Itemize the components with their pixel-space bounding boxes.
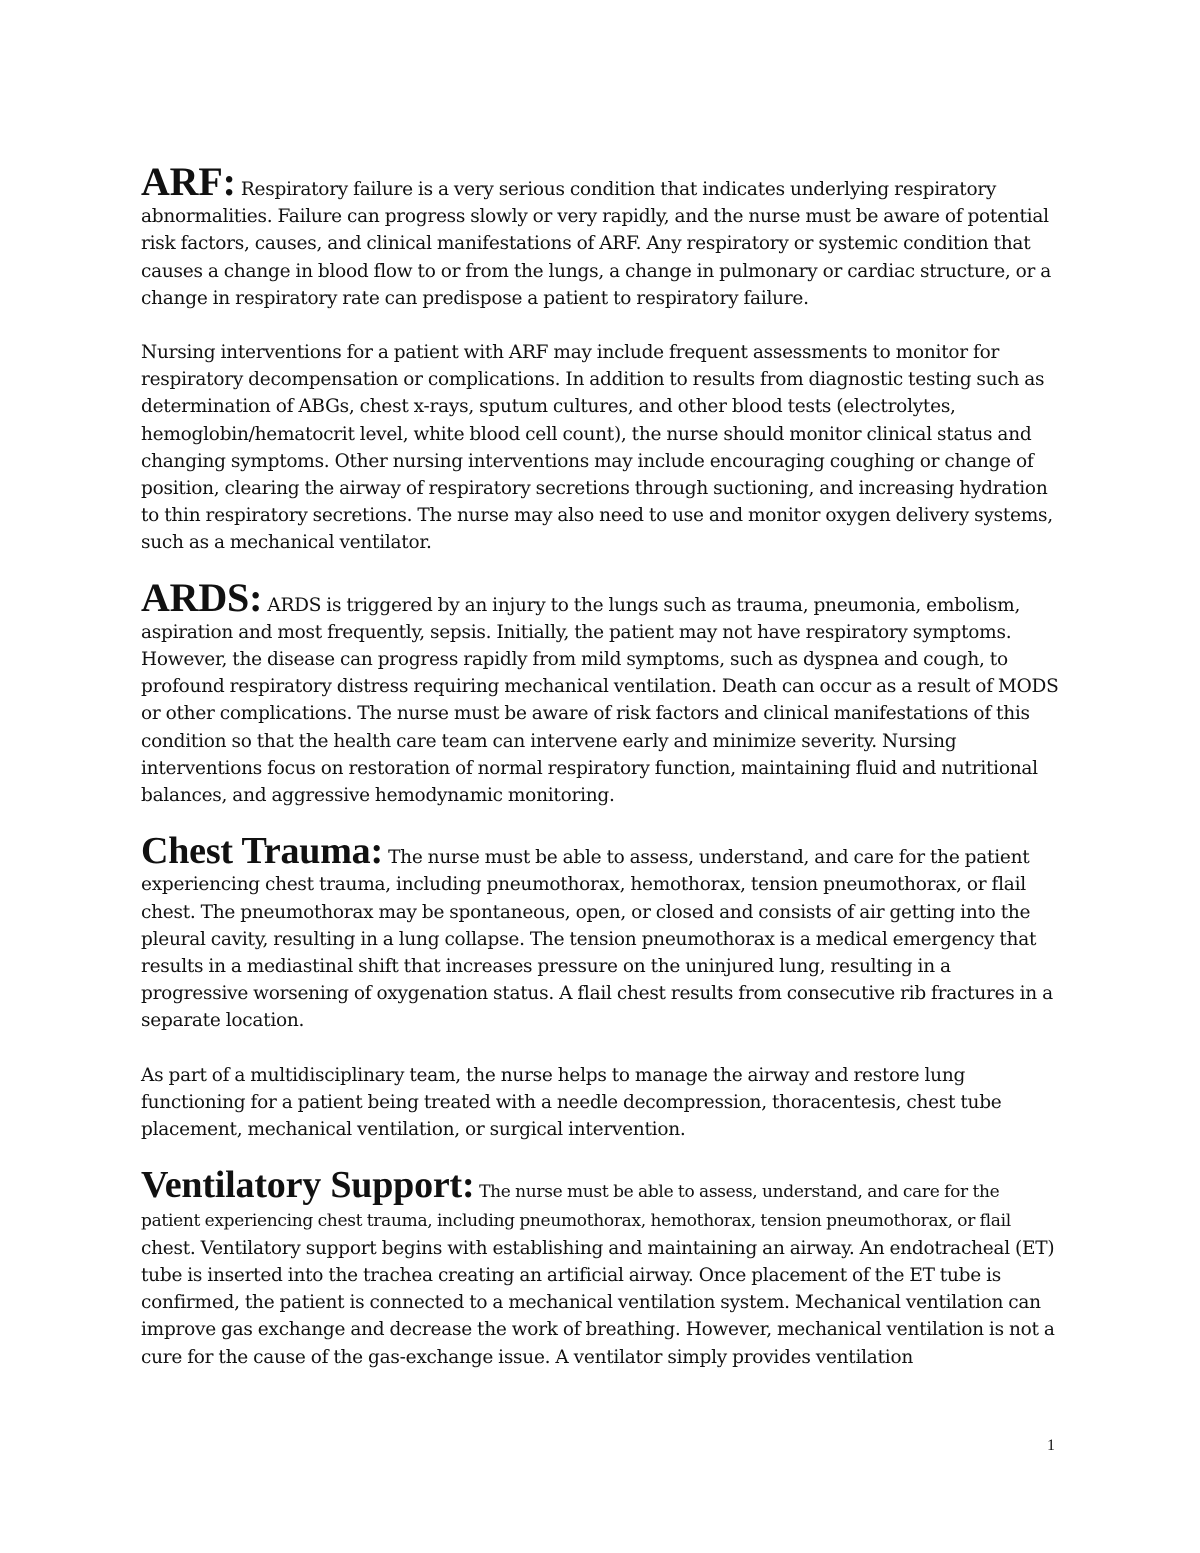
chest-trauma-paragraph-2: As part of a multidisciplinary team, the nurse helps to manage the airway and restore lung functioning for a patient being treated with a needle decompression, thoracentesis, chest tube placement, mechanical ventilation, or surgical intervention. [141, 1064, 1002, 1141]
page-number: 1 [1047, 1437, 1055, 1454]
chest-trauma-section [141, 830, 1061, 1034]
ards-heading: ARDS: [141, 574, 263, 620]
ards-intro-text: ARDS is triggered by an injury to the lungs such as trauma, pneumonia, embolism, aspiration and most frequently, sepsis. Initially, the patient may not have respiratory symptoms. However, the disease can progress rapidly from mild symptoms, such as dyspnea and cough, to profound respiratory distress requiring mechanical ventilation. Death can occur as a result of MODS or other complications. The nurse must be aware of risk factors and clinical manifestations of this condition so that the health care team can intervene early and minimize severity. Nursing interventions focus on restoration of normal respiratory function, maintaining fluid and nutritional balances, and aggressive hemodynamic monitoring. [141, 594, 1059, 807]
arf-heading: ARF: [141, 159, 236, 204]
arf-paragraph-2: Nursing interventions for a patient with ARF may include frequent assessments to monitor for respiratory decompensation or complications. In addition to results from diagnostic testing such as determination of ABGs, chest x-rays, sputum cultures, and other blood tests (electrolytes, hemoglobin/hematocrit level, white blood cell count), the nurse should monitor clinical status and changing symptoms. Other nursing interventions may include encouraging coughing or change of position, clearing the airway of respiratory secretions through suctioning, and increasing hydration to thin respiratory secretions. The nurse may also need to use and monitor oxygen delivery systems, such as a mechanical ventilator. [141, 342, 1053, 554]
ventilatory-support-intro-small: The nurse must be able to assess, understand, and care for the patient experiencing chest trauma, including pneumothorax, hemothorax, tension pneumothorax, or flail [141, 1182, 1011, 1231]
ards-section [141, 574, 1061, 810]
document-body [141, 159, 1061, 1371]
ventilatory-support-section [141, 1164, 1061, 1370]
arf-intro-text: Respiratory failure is a very serious condition that indicates underlying respiratory abnormalities. Failure can progress slowly or very rapidly, and the nurse must be aware of potential risk factors, causes, and clinical manifestations of ARF. Any respiratory or systemic condition that causes a change in blood flow to or from the lungs, a change in pulmonary or cardiac structure, or a change in respiratory rate can predispose a patient to respiratory failure. [141, 179, 1052, 309]
arf-section [141, 159, 1061, 312]
ventilatory-support-intro-text: chest. Ventilatory support begins with establishing and maintaining an airway. An endotracheal (ET) tube is inserted into the trachea creating an artificial airway. Once placement of the ET tube is confirmed, the patient is connected to a mechanical ventilation system. Mechanical ventilation can improve gas exchange and decrease the work of breathing. However, mechanical ventilation is not a cure for the cause of the gas-exchange issue. A ventilator simply provides ventilation [141, 1237, 1055, 1368]
chest-trauma-intro-text: The nurse must be able to assess, understand, and care for the patient experiencing chest trauma, including pneumothorax, hemothorax, tension pneumothorax, or flail chest. The pneumothorax may be spontaneous, open, or closed and consists of air getting into the pleural cavity, resulting in a lung collapse. The tension pneumothorax is a medical emergency that results in a mediastinal shift that increases pressure on the uninjured lung, resulting in a progressive worsening of oxygenation status. A flail chest results from consecutive rib fractures in a separate location. [141, 847, 1053, 1032]
chest-trauma-heading: Chest Trauma: [141, 830, 383, 873]
ventilatory-support-heading: Ventilatory Support: [141, 1164, 475, 1207]
